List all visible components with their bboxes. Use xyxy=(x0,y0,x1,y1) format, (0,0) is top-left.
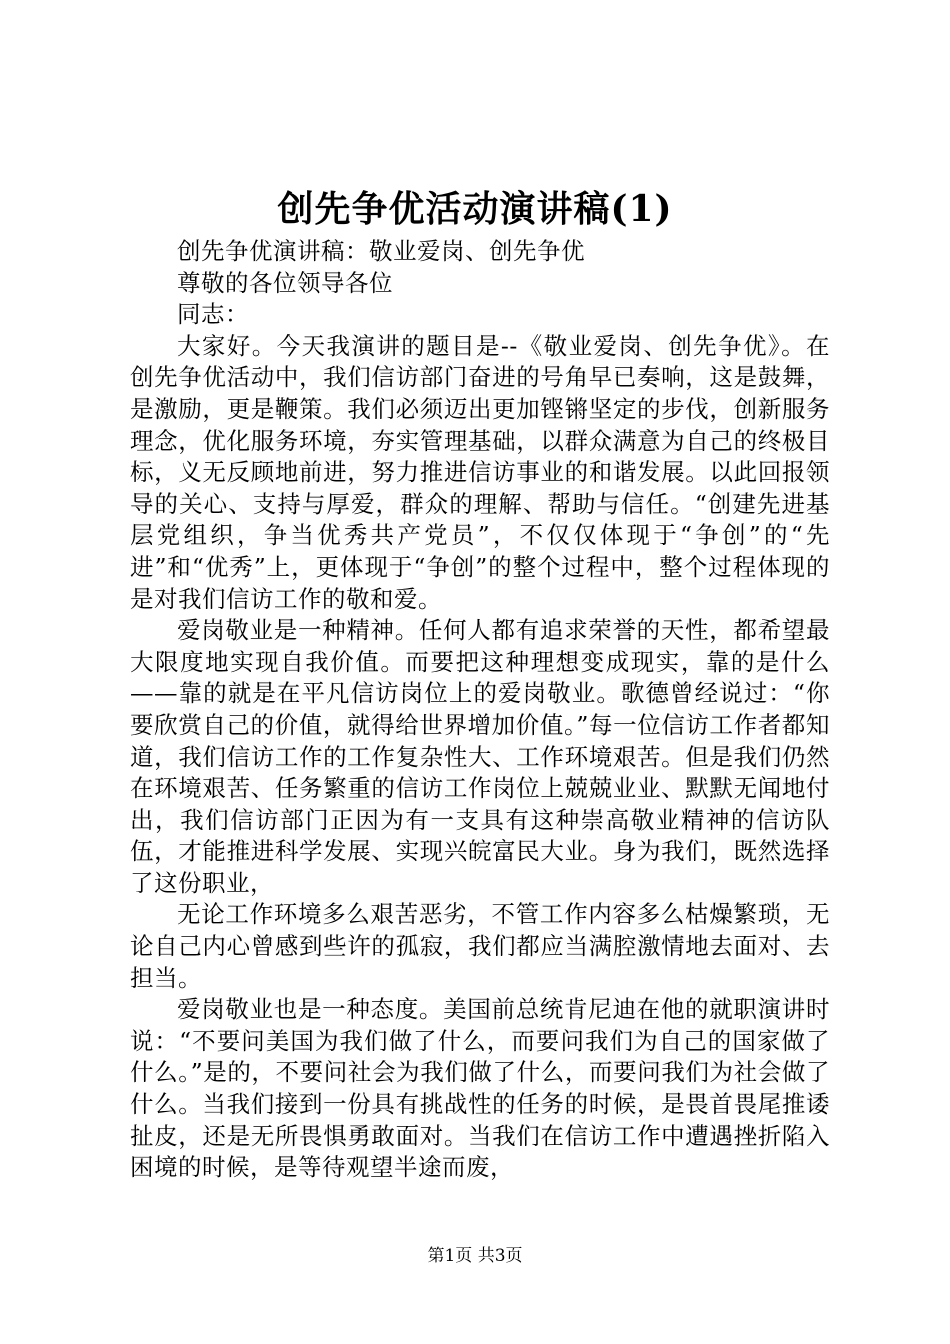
document-body xyxy=(130,236,830,1184)
document-title: 创先争优活动演讲稿(1) xyxy=(277,188,673,230)
body-paragraph: 无论工作环境多么艰苦恶劣，不管工作内容多么枯燥繁琐，无论自己内心曾感到些许的孤寂，我们都应当满腔激情地去面对、去担当。 xyxy=(130,900,830,992)
body-paragraph: 爱岗敬业是一种精神。任何人都有追求荣誉的天性，都希望最大限度地实现自我价值。而要把这种理想变成现实，靠的是什么——靠的就是在平凡信访岗位上的爱岗敬业。歌德曾经说过：“你要欣赏自己的价值，就得给世界增加价值。”每一位信访工作者都知道，我们信访工作的工作复杂性大、工作环境艰苦。但是我们仍然在环境艰苦、任务繁重的信访工作岗位上兢兢业业、默默无闻地付出，我们信访部门正因为有一支具有这种崇高敬业精神的信访队伍，才能推进科学发展、实现兴皖富民大业。身为我们，既然选择了这份职业， xyxy=(130,616,830,897)
subtitle-line: 创先争优演讲稿：敬业爱岗、创先争优 xyxy=(177,237,585,265)
body-paragraph: 爱岗敬业也是一种态度。美国前总统肯尼迪在他的就职演讲时说：“不要问美国为我们做了什么，而要问我们为自己的国家做了什么。”是的，不要问社会为我们做了什么，而要问我们为社会做了什么。当我们接到一份具有挑战性的任务的时候，是畏首畏尾推诿扯皮，还是无所畏惧勇敢面对。当我们在信访工作中遭遇挫折陷入困境的时候，是等待观望半途而废， xyxy=(130,995,830,1182)
page-number-footer: 第1页 共3页 xyxy=(427,1246,523,1266)
salutation-line: 同志： xyxy=(177,300,249,329)
body-paragraph: 大家好。今天我演讲的题目是--《敬业爱岗、创先争优》。在创先争优活动中，我们信访部门奋进的号角早已奏响，这是鼓舞，是激励，更是鞭策。我们必须迈出更加铿锵坚定的步伐，创新服务理念，优化服务环境，夯实管理基础，以群众满意为自己的终极目标，义无反顾地前进，努力推进信访事业的和谐发展。以此回报领导的关心、支持与厚爱，群众的理解、帮助与信任。“创建先进基层党组织，争当优秀共产党员”，不仅仅体现于“争创”的“先进”和“优秀”上，更体现于“争创”的整个过程中，整个过程体现的是对我们信访工作的敬和爱。 xyxy=(130,331,830,613)
salutation-line: 尊敬的各位领导各位 xyxy=(177,268,393,297)
